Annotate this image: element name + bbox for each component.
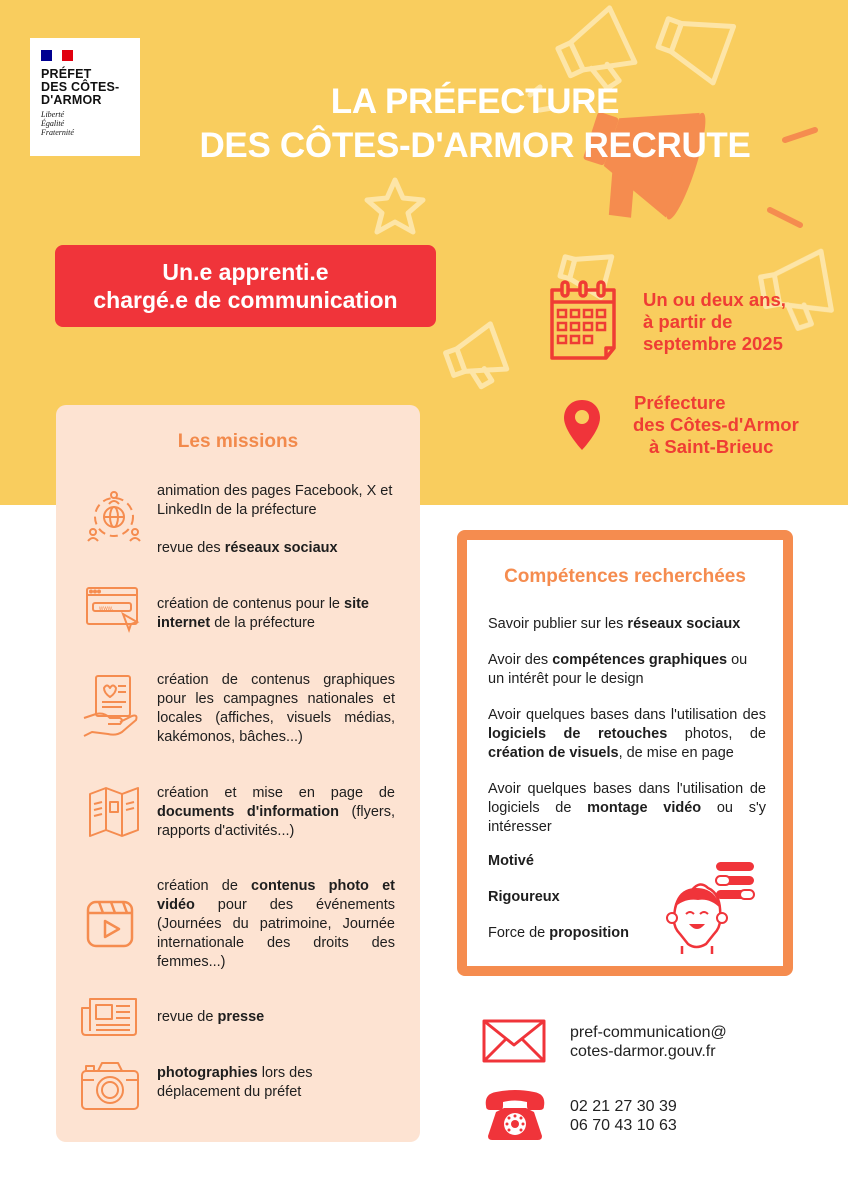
competence-item: Rigoureux	[488, 889, 560, 905]
camera-icon	[80, 1060, 140, 1112]
logo-name-line: D'ARMOR	[41, 93, 102, 107]
duration-text	[643, 289, 786, 355]
video-play-icon	[85, 899, 135, 949]
job-title-banner	[55, 245, 436, 327]
telephone-icon	[482, 1088, 548, 1142]
mission-item: photographies lors des déplacement du préfet	[157, 1065, 313, 1100]
phone-number[interactable]: 02 21 27 30 39	[570, 1098, 677, 1115]
mission-item: création de contenus graphiques pour les campagnes nationales et locales (affiches, visuels médias, kakémonos, bâches...)	[157, 672, 395, 745]
competence-item: Avoir des compétences graphiques ou un intérêt pour le design	[488, 652, 748, 687]
phone-numbers[interactable]	[570, 1097, 677, 1135]
logo-motto-line: Égalité	[41, 119, 65, 128]
competence-item: Force de proposition	[488, 925, 629, 941]
competence-item: Avoir quelques bases dans l'utilisation des logiciels de retouches photos, de création de visuels, de mise en page	[488, 707, 766, 761]
missions-title: Les missions	[177, 431, 299, 452]
mission-item: création de contenus pour le site internet de la préfecture	[157, 596, 370, 631]
competence-item: Motivé	[488, 853, 534, 869]
competence-item: Avoir quelques bases dans l'utilisation de logiciels de montage vidéo ou s'y intéresser	[488, 781, 766, 835]
mission-item: animation des pages Facebook, X et LinkedIn de la préfecture	[157, 483, 393, 518]
location-line: Préfecture	[634, 392, 726, 413]
mission-item: création de contenus photo et vidéo pour des événements (Journées du patrimoine, Journée internationale des droits des femmes...)	[157, 878, 395, 970]
job-line-1: Un.e apprenti.e	[162, 259, 329, 285]
prefet-logo	[30, 38, 140, 156]
logo-name-line: PRÉFET	[41, 67, 92, 81]
email-line: cotes-darmor.gouv.fr	[570, 1043, 716, 1060]
location-line: des Côtes-d'Armor	[633, 414, 799, 435]
duration-line: Un ou deux ans,	[643, 289, 786, 310]
map-pin-icon	[562, 398, 602, 452]
email-line: pref-communication@	[570, 1024, 727, 1041]
competences-title: Compétences recherchées	[504, 566, 746, 587]
title-line-2: DES CÔTES-D'ARMOR RECRUTE	[199, 126, 751, 165]
graphic-design-icon	[82, 674, 140, 740]
calendar-icon	[548, 278, 620, 364]
website-icon	[85, 586, 141, 634]
smiling-person-icon	[660, 858, 760, 954]
logo-name-line: DES CÔTES-	[41, 80, 120, 94]
duration-line: à partir de	[643, 311, 733, 332]
newspaper-icon	[80, 996, 140, 1038]
brochure-icon	[88, 786, 142, 838]
flag-icon	[41, 50, 73, 61]
duration-line: septembre 2025	[643, 333, 783, 354]
email-address[interactable]	[570, 1023, 727, 1061]
page-title	[150, 80, 800, 168]
location-text	[633, 392, 823, 458]
title-line-1: LA PRÉFECTURE	[330, 82, 620, 121]
location-line: à Saint-Brieuc	[649, 436, 774, 457]
social-network-icon	[85, 488, 143, 546]
competence-item: Savoir publier sur les réseaux sociaux	[488, 616, 741, 632]
envelope-icon	[482, 1019, 546, 1063]
mission-item: revue de presse	[157, 1009, 265, 1025]
job-line-2: chargé.e de communication	[93, 287, 398, 313]
phone-number[interactable]: 06 70 43 10 63	[570, 1117, 677, 1134]
mission-item: création et mise en page de documents d'information (flyers, rapports d'activités...)	[157, 785, 396, 839]
logo-motto-line: Fraternité	[41, 128, 74, 137]
mission-item: revue des réseaux sociaux	[157, 540, 338, 556]
svg-text:www.: www.	[99, 606, 114, 612]
logo-motto-line: Liberté	[41, 110, 65, 119]
